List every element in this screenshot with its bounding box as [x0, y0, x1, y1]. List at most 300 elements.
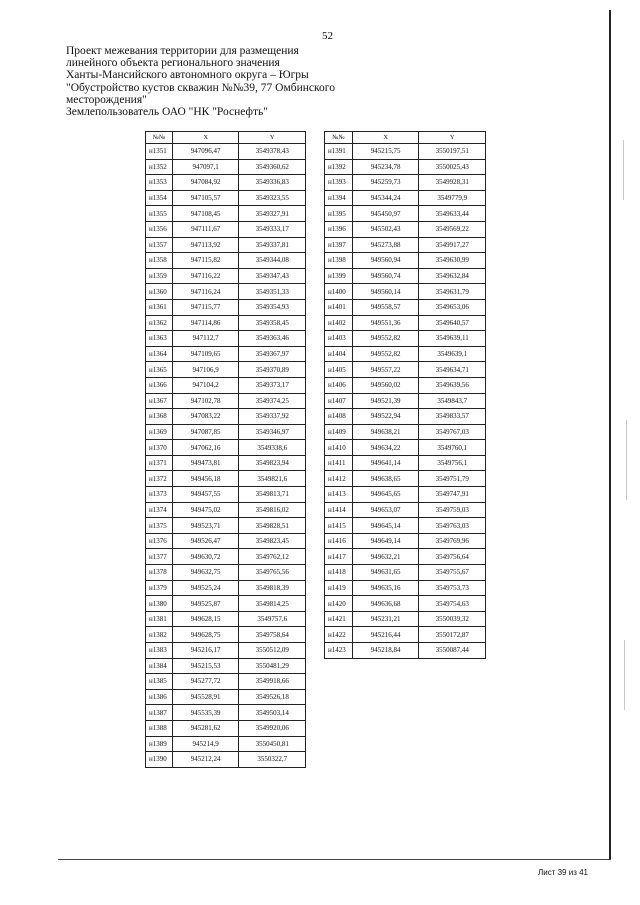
- table-row: [146, 393, 306, 409]
- y-coordinate-cell: 3549354,93: [239, 299, 306, 315]
- point-number-cell: н1379: [146, 580, 173, 596]
- table-row: [146, 580, 306, 596]
- table-row: [146, 549, 306, 565]
- point-number-cell: н1423: [325, 643, 353, 659]
- point-number-cell: н1370: [146, 440, 173, 456]
- table-row: [325, 409, 486, 425]
- x-coordinate-cell: 945216,44: [352, 627, 419, 643]
- table-row: [146, 565, 306, 581]
- y-coordinate-cell: 3549344,08: [239, 253, 306, 269]
- column-header-number: №№: [325, 132, 353, 144]
- point-number-cell: н1383: [146, 643, 173, 659]
- point-number-cell: н1405: [325, 362, 353, 378]
- y-coordinate-cell: 3549756,1: [419, 455, 486, 471]
- x-coordinate-cell: 945450,97: [352, 206, 419, 222]
- point-number-cell: н1380: [146, 596, 173, 612]
- y-coordinate-cell: 3549756,64: [419, 549, 486, 565]
- point-number-cell: н1372: [146, 471, 173, 487]
- point-number-cell: н1362: [146, 315, 173, 331]
- y-coordinate-cell: 3549754,63: [419, 596, 486, 612]
- x-coordinate-cell: 949628,15: [172, 611, 238, 627]
- column-header-y: Y: [419, 132, 486, 144]
- point-number-cell: н1361: [146, 299, 173, 315]
- x-coordinate-cell: 945214,9: [172, 736, 238, 752]
- column-header-y: Y: [239, 132, 306, 144]
- table-row: [146, 533, 306, 549]
- table-row: [146, 674, 306, 690]
- y-coordinate-cell: 3549816,02: [239, 502, 306, 518]
- table-row: [146, 315, 306, 331]
- table-row: [325, 440, 486, 456]
- y-coordinate-cell: 3549918,66: [239, 674, 306, 690]
- y-coordinate-cell: 3549653,06: [419, 299, 486, 315]
- x-coordinate-cell: 949473,81: [172, 455, 238, 471]
- table-header-row: [146, 132, 306, 144]
- y-coordinate-cell: 3549323,55: [239, 190, 306, 206]
- y-coordinate-cell: 3549367,97: [239, 346, 306, 362]
- table-row: [325, 424, 486, 440]
- x-coordinate-cell: 945259,73: [352, 175, 419, 191]
- x-coordinate-cell: 949649,14: [352, 533, 419, 549]
- table-row: [325, 377, 486, 393]
- scan-artifact: [623, 140, 624, 200]
- table-row: [146, 175, 306, 191]
- y-coordinate-cell: 3549747,91: [419, 487, 486, 503]
- table-body-right: [325, 144, 486, 659]
- x-coordinate-cell: 945216,17: [172, 643, 238, 659]
- table-row: [146, 409, 306, 425]
- x-coordinate-cell: 947112,7: [172, 331, 238, 347]
- x-coordinate-cell: 945215,53: [172, 658, 238, 674]
- x-coordinate-cell: 945234,78: [352, 159, 419, 175]
- point-number-cell: н1407: [325, 393, 353, 409]
- point-number-cell: н1399: [325, 268, 353, 284]
- y-coordinate-cell: 3549814,25: [239, 596, 306, 612]
- y-coordinate-cell: 3549631,79: [419, 284, 486, 300]
- point-number-cell: н1392: [325, 159, 353, 175]
- x-coordinate-cell: 947096,47: [172, 144, 238, 160]
- point-number-cell: н1400: [325, 284, 353, 300]
- y-coordinate-cell: 3549928,31: [419, 175, 486, 191]
- point-number-cell: н1389: [146, 736, 173, 752]
- x-coordinate-cell: 947102,78: [172, 393, 238, 409]
- y-coordinate-cell: 3549327,91: [239, 206, 306, 222]
- point-number-cell: н1381: [146, 611, 173, 627]
- y-coordinate-cell: 3549347,43: [239, 268, 306, 284]
- y-coordinate-cell: 3549758,64: [239, 627, 306, 643]
- x-coordinate-cell: 945212,24: [172, 752, 238, 768]
- y-coordinate-cell: 3549639,11: [419, 331, 486, 347]
- point-number-cell: н1382: [146, 627, 173, 643]
- y-coordinate-cell: 3549640,57: [419, 315, 486, 331]
- x-coordinate-cell: 945277,72: [172, 674, 238, 690]
- y-coordinate-cell: 3549833,57: [419, 409, 486, 425]
- table-row: [146, 596, 306, 612]
- page-number: 52: [322, 30, 333, 42]
- x-coordinate-cell: 947113,92: [172, 237, 238, 253]
- table-row: [146, 611, 306, 627]
- y-coordinate-cell: 3549351,33: [239, 284, 306, 300]
- table-row: [325, 331, 486, 347]
- x-coordinate-cell: 949457,55: [172, 487, 238, 503]
- point-number-cell: н1355: [146, 206, 173, 222]
- y-coordinate-cell: 3549374,25: [239, 393, 306, 409]
- point-number-cell: н1357: [146, 237, 173, 253]
- point-number-cell: н1358: [146, 253, 173, 269]
- y-coordinate-cell: 3549630,99: [419, 253, 486, 269]
- y-coordinate-cell: 3549917,27: [419, 237, 486, 253]
- x-coordinate-cell: 945231,21: [352, 611, 419, 627]
- x-coordinate-cell: 949560,74: [352, 268, 419, 284]
- x-coordinate-cell: 947116,24: [172, 284, 238, 300]
- x-coordinate-cell: 947105,57: [172, 190, 238, 206]
- scan-artifact: [624, 640, 625, 710]
- column-header-number: №№: [146, 132, 173, 144]
- x-coordinate-cell: 949645,14: [352, 518, 419, 534]
- point-number-cell: н1367: [146, 393, 173, 409]
- table-header-row: [325, 132, 486, 144]
- y-coordinate-cell: 3549821,6: [239, 471, 306, 487]
- y-coordinate-cell: 3549370,89: [239, 362, 306, 378]
- table-row: [325, 627, 486, 643]
- point-number-cell: н1404: [325, 346, 353, 362]
- point-number-cell: н1411: [325, 455, 353, 471]
- y-coordinate-cell: 3549360,62: [239, 159, 306, 175]
- table-row: [146, 752, 306, 768]
- y-coordinate-cell: 3549843,7: [419, 393, 486, 409]
- point-number-cell: н1375: [146, 518, 173, 534]
- table-row: [325, 144, 486, 160]
- y-coordinate-cell: 3550172,87: [419, 627, 486, 643]
- table-row: [146, 206, 306, 222]
- header-line: Ханты-Мансийского автономного округа – Югры: [66, 69, 309, 82]
- table-row: [146, 440, 306, 456]
- x-coordinate-cell: 947109,65: [172, 346, 238, 362]
- point-number-cell: н1409: [325, 424, 353, 440]
- x-coordinate-cell: 949632,21: [352, 549, 419, 565]
- x-coordinate-cell: 947106,9: [172, 362, 238, 378]
- y-coordinate-cell: 3549762,12: [239, 549, 306, 565]
- y-coordinate-cell: 3549757,6: [239, 611, 306, 627]
- point-number-cell: н1418: [325, 565, 353, 581]
- point-number-cell: н1353: [146, 175, 173, 191]
- table-row: [325, 549, 486, 565]
- point-number-cell: н1398: [325, 253, 353, 269]
- x-coordinate-cell: 947097,1: [172, 159, 238, 175]
- point-number-cell: н1408: [325, 409, 353, 425]
- x-coordinate-cell: 945344,24: [352, 190, 419, 206]
- header-line: месторождения": [66, 93, 147, 106]
- table-row: [325, 346, 486, 362]
- x-coordinate-cell: 947087,85: [172, 424, 238, 440]
- point-number-cell: н1412: [325, 471, 353, 487]
- point-number-cell: н1402: [325, 315, 353, 331]
- table-row: [146, 720, 306, 736]
- point-number-cell: н1406: [325, 377, 353, 393]
- x-coordinate-cell: 947115,77: [172, 299, 238, 315]
- x-coordinate-cell: 949558,57: [352, 299, 419, 315]
- y-coordinate-cell: 3549336,83: [239, 175, 306, 191]
- table-row: [146, 362, 306, 378]
- coordinates-table-left: [145, 131, 306, 768]
- x-coordinate-cell: 945218,84: [352, 643, 419, 659]
- table-row: [325, 237, 486, 253]
- table-row: [325, 393, 486, 409]
- point-number-cell: н1363: [146, 331, 173, 347]
- table-row: [325, 455, 486, 471]
- y-coordinate-cell: 3549813,71: [239, 487, 306, 503]
- x-coordinate-cell: 949456,18: [172, 471, 238, 487]
- y-coordinate-cell: 3549526,18: [239, 689, 306, 705]
- table-row: [325, 362, 486, 378]
- y-coordinate-cell: 3549779,9: [419, 190, 486, 206]
- point-number-cell: н1374: [146, 502, 173, 518]
- table-row: [325, 643, 486, 659]
- point-number-cell: н1410: [325, 440, 353, 456]
- point-number-cell: н1422: [325, 627, 353, 643]
- table-row: [325, 268, 486, 284]
- y-coordinate-cell: 3549823,94: [239, 455, 306, 471]
- y-coordinate-cell: 3550450,81: [239, 736, 306, 752]
- table-row: [325, 299, 486, 315]
- x-coordinate-cell: 949475,02: [172, 502, 238, 518]
- table-row: [325, 253, 486, 269]
- point-number-cell: н1395: [325, 206, 353, 222]
- x-coordinate-cell: 949523,71: [172, 518, 238, 534]
- table-row: [146, 424, 306, 440]
- y-coordinate-cell: 3549358,45: [239, 315, 306, 331]
- point-number-cell: н1413: [325, 487, 353, 503]
- y-coordinate-cell: 3549759,03: [419, 502, 486, 518]
- y-coordinate-cell: 3549569,22: [419, 221, 486, 237]
- point-number-cell: н1365: [146, 362, 173, 378]
- x-coordinate-cell: 949525,24: [172, 580, 238, 596]
- point-number-cell: н1369: [146, 424, 173, 440]
- x-coordinate-cell: 947115,82: [172, 253, 238, 269]
- point-number-cell: н1373: [146, 487, 173, 503]
- point-number-cell: н1366: [146, 377, 173, 393]
- y-coordinate-cell: 3549634,71: [419, 362, 486, 378]
- point-number-cell: н1391: [325, 144, 353, 160]
- table-row: [146, 237, 306, 253]
- y-coordinate-cell: 3549751,79: [419, 471, 486, 487]
- point-number-cell: н1394: [325, 190, 353, 206]
- header-line: Проект межевания территории для размещения: [66, 45, 299, 57]
- x-coordinate-cell: 949525,87: [172, 596, 238, 612]
- y-coordinate-cell: 3549633,44: [419, 206, 486, 222]
- x-coordinate-cell: 945281,62: [172, 720, 238, 736]
- table-row: [146, 144, 306, 160]
- y-coordinate-cell: 3549818,39: [239, 580, 306, 596]
- y-coordinate-cell: 3549337,92: [239, 409, 306, 425]
- page-frame-bottom-border: [58, 859, 611, 860]
- x-coordinate-cell: 949638,21: [352, 424, 419, 440]
- table-row: [325, 487, 486, 503]
- point-number-cell: н1393: [325, 175, 353, 191]
- table-row: [146, 705, 306, 721]
- table-row: [146, 284, 306, 300]
- y-coordinate-cell: 3549346,97: [239, 424, 306, 440]
- y-coordinate-cell: 3549755,67: [419, 565, 486, 581]
- table-row: [146, 377, 306, 393]
- table-row: [146, 221, 306, 237]
- table-row: [325, 315, 486, 331]
- y-coordinate-cell: 3550322,7: [239, 752, 306, 768]
- x-coordinate-cell: 945528,91: [172, 689, 238, 705]
- x-coordinate-cell: 949552,82: [352, 331, 419, 347]
- table-row: [325, 190, 486, 206]
- table-row: [146, 190, 306, 206]
- x-coordinate-cell: 947108,45: [172, 206, 238, 222]
- table-row: [146, 331, 306, 347]
- table-row: [146, 627, 306, 643]
- x-coordinate-cell: 949636,68: [352, 596, 419, 612]
- x-coordinate-cell: 949551,36: [352, 315, 419, 331]
- point-number-cell: н1388: [146, 720, 173, 736]
- point-number-cell: н1386: [146, 689, 173, 705]
- point-number-cell: н1359: [146, 268, 173, 284]
- x-coordinate-cell: 947062,16: [172, 440, 238, 456]
- point-number-cell: н1351: [146, 144, 173, 160]
- table-row: [325, 611, 486, 627]
- y-coordinate-cell: 3549823,45: [239, 533, 306, 549]
- x-coordinate-cell: 945273,88: [352, 237, 419, 253]
- column-header-x: X: [352, 132, 419, 144]
- table-body-left: [146, 144, 306, 768]
- x-coordinate-cell: 947084,92: [172, 175, 238, 191]
- y-coordinate-cell: 3550512,09: [239, 643, 306, 659]
- x-coordinate-cell: 949638,65: [352, 471, 419, 487]
- x-coordinate-cell: 949635,16: [352, 580, 419, 596]
- table-row: [146, 471, 306, 487]
- point-number-cell: н1354: [146, 190, 173, 206]
- x-coordinate-cell: 949634,22: [352, 440, 419, 456]
- table-row: [325, 284, 486, 300]
- y-coordinate-cell: 3549333,17: [239, 221, 306, 237]
- y-coordinate-cell: 3549378,43: [239, 144, 306, 160]
- y-coordinate-cell: 3549639,56: [419, 377, 486, 393]
- table-row: [146, 518, 306, 534]
- table-row: [146, 736, 306, 752]
- y-coordinate-cell: 3549503,14: [239, 705, 306, 721]
- table-row: [146, 487, 306, 503]
- point-number-cell: н1378: [146, 565, 173, 581]
- table-row: [146, 689, 306, 705]
- table-row: [146, 299, 306, 315]
- table-row: [325, 221, 486, 237]
- x-coordinate-cell: 949653,07: [352, 502, 419, 518]
- point-number-cell: н1368: [146, 409, 173, 425]
- header-line: "Обустройство кустов скважин №№39, 77 Омбинского: [66, 81, 335, 94]
- table-row: [325, 596, 486, 612]
- scan-artifact: [626, 420, 627, 500]
- table-row: [325, 175, 486, 191]
- x-coordinate-cell: 947083,22: [172, 409, 238, 425]
- table-row: [146, 253, 306, 269]
- point-number-cell: н1390: [146, 752, 173, 768]
- table-row: [325, 518, 486, 534]
- y-coordinate-cell: 3549767,03: [419, 424, 486, 440]
- point-number-cell: н1377: [146, 549, 173, 565]
- y-coordinate-cell: 3549363,46: [239, 331, 306, 347]
- x-coordinate-cell: 949645,65: [352, 487, 419, 503]
- x-coordinate-cell: 949630,72: [172, 549, 238, 565]
- sheet-footer: Лист 39 из 41: [538, 868, 588, 877]
- y-coordinate-cell: 3549763,03: [419, 518, 486, 534]
- y-coordinate-cell: 3550197,51: [419, 144, 486, 160]
- x-coordinate-cell: 949557,22: [352, 362, 419, 378]
- y-coordinate-cell: 3549769,96: [419, 533, 486, 549]
- header-line: Землепользователь ОАО "НК "Роснефть": [66, 106, 268, 119]
- y-coordinate-cell: 3550025,43: [419, 159, 486, 175]
- point-number-cell: н1356: [146, 221, 173, 237]
- x-coordinate-cell: 949641,14: [352, 455, 419, 471]
- coordinates-table-right: [324, 131, 486, 659]
- x-coordinate-cell: 949521,39: [352, 393, 419, 409]
- point-number-cell: н1421: [325, 611, 353, 627]
- point-number-cell: н1419: [325, 580, 353, 596]
- y-coordinate-cell: 3549639,1: [419, 346, 486, 362]
- table-row: [146, 643, 306, 659]
- point-number-cell: н1376: [146, 533, 173, 549]
- point-number-cell: н1401: [325, 299, 353, 315]
- y-coordinate-cell: 3549337,81: [239, 237, 306, 253]
- point-number-cell: н1420: [325, 596, 353, 612]
- header-line: линейного объекта регионального значения: [66, 57, 280, 70]
- point-number-cell: н1360: [146, 284, 173, 300]
- table-row: [325, 580, 486, 596]
- y-coordinate-cell: 3549632,84: [419, 268, 486, 284]
- table-row: [325, 565, 486, 581]
- x-coordinate-cell: 947104,2: [172, 377, 238, 393]
- table-row: [146, 658, 306, 674]
- y-coordinate-cell: 3550481,29: [239, 658, 306, 674]
- y-coordinate-cell: 3549828,51: [239, 518, 306, 534]
- y-coordinate-cell: 3549373,17: [239, 377, 306, 393]
- table-row: [146, 268, 306, 284]
- x-coordinate-cell: 949560,02: [352, 377, 419, 393]
- x-coordinate-cell: 949560,14: [352, 284, 419, 300]
- table-row: [146, 455, 306, 471]
- table-row: [325, 502, 486, 518]
- x-coordinate-cell: 949632,75: [172, 565, 238, 581]
- point-number-cell: н1403: [325, 331, 353, 347]
- point-number-cell: н1397: [325, 237, 353, 253]
- x-coordinate-cell: 949631,65: [352, 565, 419, 581]
- x-coordinate-cell: 949526,47: [172, 533, 238, 549]
- y-coordinate-cell: 3550039,32: [419, 611, 486, 627]
- point-number-cell: н1387: [146, 705, 173, 721]
- table-row: [325, 206, 486, 222]
- x-coordinate-cell: 949628,75: [172, 627, 238, 643]
- x-coordinate-cell: 949560,94: [352, 253, 419, 269]
- y-coordinate-cell: 3549760,1: [419, 440, 486, 456]
- point-number-cell: н1364: [146, 346, 173, 362]
- x-coordinate-cell: 947114,86: [172, 315, 238, 331]
- table-row: [325, 159, 486, 175]
- table-row: [146, 159, 306, 175]
- point-number-cell: н1385: [146, 674, 173, 690]
- table-row: [146, 346, 306, 362]
- point-number-cell: н1415: [325, 518, 353, 534]
- x-coordinate-cell: 947116,22: [172, 268, 238, 284]
- point-number-cell: н1371: [146, 455, 173, 471]
- table-row: [325, 471, 486, 487]
- x-coordinate-cell: 945502,43: [352, 221, 419, 237]
- x-coordinate-cell: 949522,94: [352, 409, 419, 425]
- point-number-cell: н1416: [325, 533, 353, 549]
- x-coordinate-cell: 949552,82: [352, 346, 419, 362]
